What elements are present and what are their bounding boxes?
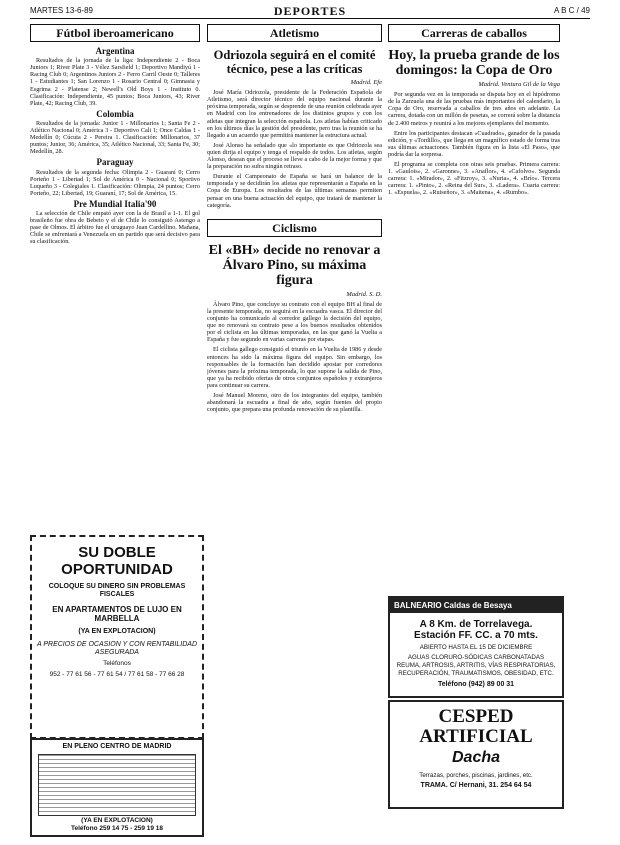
- ad-cesped-artificial: [388, 700, 564, 809]
- ciclismo-headline: El «BH» decide no renovar a Álvaro Pino, su máxima figura: [208, 242, 381, 288]
- atletismo-p1: José María Odriozola, presidente de la Federación Española de Atletismo, será director técnico del equipo nacional durante la próxima temporada, según se desprende de una reunión celebrada ayer en Madrid con los entrenadores de los distintos grupos y con los atletas que integran la selección española. Los atletas habían criticado en los últimos días la gestión del presidente, pero tras la reunión se ha llegado a un acuerdo que permitirá mantener la estructura actual.: [207, 89, 382, 139]
- ad-doble-oportunidad: [30, 535, 204, 739]
- ad3-open: ABIERTO HASTA EL 15 DE DICIEMBRE: [419, 644, 533, 651]
- ciclismo-p3: José Manuel Moreno, otro de los integrantes del equipo, también abandonará la escuadra a final de año, según fuentes del propio conjunto, que prepara una profunda renovación de su plantilla.: [207, 392, 382, 414]
- page-header: [30, 4, 590, 19]
- carreras-banner: Carreras de caballos: [388, 24, 560, 42]
- ad2-sub: (YA EN EXPLOTACION): [81, 817, 153, 824]
- ad2-title: EN PLENO CENTRO DE MADRID: [62, 743, 172, 750]
- argentina-title: Argentina: [95, 46, 135, 57]
- mundial-text: La selección de Chile empató ayer con la de Brasil a 1-1. El gol brasileño fue obra de Bebeto y el de Chile lo consiguió Astengo a pase de Olmos. El árbitro fue el uruguayo Juan Cardellino. Mañana, Chile se enfrentará a Venezuela en un partido que será decisivo para su clasificación.: [30, 209, 200, 246]
- carreras-byline: Madrid. Ventura Gil de la Vega: [478, 81, 560, 89]
- ad1-line3: (YA EN EXPLOTACION): [78, 628, 156, 635]
- ad1-phones-label: Teléfonos: [103, 660, 131, 667]
- header-date: MARTES 13-6-89: [30, 6, 93, 15]
- ad2-photo: [38, 754, 196, 816]
- futbol-banner: Fútbol iberoamericano: [30, 24, 200, 42]
- ad2-phone: Teléfono 259 14 75 - 259 19 18: [70, 825, 163, 832]
- ad3-indications: REUMA, ARTROSIS, ARTRITIS, VÍAS RESPIRATORIAS, RECUPERACIÓN, TRAUMATISMOS, OBESIDAD, ETC.: [396, 662, 556, 677]
- ad4-sub: Terrazas, porches, piscinas, jardines, etc.: [419, 772, 533, 779]
- ad1-line4: A PRECIOS DE OCASION Y CON RENTABILIDAD ASEGURADA: [37, 641, 197, 656]
- atletismo-p3: Durante el Campeonato de España se hará un balance de la temporada y se decidirán los atletas que representarán a España en la Copa de Europa. Los resultados de las últimas semanas permiten pensar en una buena actuación del equipo, que tratará de mantener la categoría.: [207, 173, 382, 209]
- atletismo-byline: Madrid. Efe: [350, 79, 382, 87]
- ad3-waters: AGUAS CLORURO-SÓDICAS CARBONATADAS: [407, 654, 545, 662]
- atletismo-p2: José Alonso ha señalado que «lo importante es que Odriozola sea quien dirija el equipo y tenga el respaldo de todos. Los atletas, según Alonso, desean que el proceso se lleve a cabo de la mejor forma y que la preparación no sufra ningún retraso.: [207, 141, 382, 171]
- header-section: DEPORTES: [273, 4, 347, 18]
- atletismo-headline: Odriozola seguirá en el comité técnico, pese a las críticas: [213, 48, 376, 77]
- ad1-title: SU DOBLE OPORTUNIDAD: [61, 544, 173, 578]
- ad3-phone: Teléfono (942) 89 00 31: [437, 680, 515, 688]
- ad1-line1: COLOQUE SU DINERO SIN PROBLEMAS FISCALES: [48, 583, 186, 598]
- paraguay-title: Paraguay: [96, 157, 134, 168]
- header-page: A B C / 49: [553, 6, 590, 15]
- ad1-line2: EN APARTAMENTOS DE LUJO EN MARBELLA: [52, 605, 182, 623]
- colombia-title: Colombia: [96, 108, 134, 119]
- ciclismo-p1: Álvaro Pino, que concluye su contrato con el equipo BH al final de la presente temporada, no seguirá en la escuadra vasca. El director del conjunto ha comunicado al corredor gallego la decisión del equipo, que no renovará su contrato pese a los buenos resultados obtenidos por el ciclista en las últimas temporadas, en las que ganó la Vuelta a España y fue segundo en varias carreras por etapas.: [207, 300, 382, 344]
- paraguay-text: Resultados de la segunda fecha: Olimpia 2 - Guaraní 0; Cerro Porteño 1 - Libertad 1; Sol de América 0 - Nacional 0; Sportivo Luqueño 3 - Colegiales 1. Clasificación: Olimpia, 24 puntos; Cerro Porteño, 22; Libertad, 19; Guaraní, 17; Sol de América, 15.: [30, 168, 200, 197]
- ad4-title: CESPED ARTIFICIAL: [419, 706, 533, 747]
- carreras-p2: Entre los participantes destacan «Cuadrado», ganador de la pasada edición, y «Tordillo», que llega en un magnífico estado de forma tras sus últimas actuaciones. También figura en la lista «El Paso», que podría dar la sorpresa.: [388, 129, 560, 158]
- ad3-bar: BALNEARIO Caldas de Besaya: [390, 598, 562, 613]
- argentina-text: Resultados de la jornada de la liga: Independiente 2 - Boca Juniors 1; River Plate 3 - Vélez Sarsfield 1; Deportivo Mandiyú 1 - Racing Club 0; Argentinos Juniors 2 - Ferro Carril Oeste 0; Talleres 1 - Estudiantes 1; San Lorenzo 1 - Rosario Central 0; Gimnasia y Esgrima 2 - Platense 2; Newell's Old Boys 1 - Instituto 0. Clasificación: Independiente, 45 puntos; Boca Juniors, 43; River Plate, 42; Racing Club, 39.: [30, 57, 200, 107]
- ad-centro-madrid: [30, 738, 204, 837]
- mundial-title: Pre Mundial Italia'90: [73, 198, 157, 209]
- carreras-headline: Hoy, la prueba grande de los domingos: la Copa de Oro: [388, 48, 560, 79]
- ad1-phones: 952 - 77 61 56 - 77 61 54 / 77 61 58 - 77 66 28: [49, 671, 185, 678]
- ad4-brand: Dacha: [451, 749, 501, 766]
- carreras-p3: El programa se completa con otras seis pruebas. Primera carrera: 1. «Gaulois», 2. «Garonne», 3. «Anaflor», 4. «Cafolvo». Segunda carrera: 1. «Mirador», 2. «Fitzroy», 3. «Nuria», 4. «Brío». Tercera carrera: 1. «Pinto», 2. «Reina del Sur», 3. «Ladera». Cuarta carrera: 1. «Espuela», 2. «Ruiseñor», 3. «Maitena», 4. «Rumbo».: [388, 161, 560, 197]
- ad-balneario: [388, 596, 564, 698]
- carreras-p1: Por segunda vez en la temporada se disputa hoy en el hipódromo de la Zarzuela una de las pruebas más importantes del calendario, la Copa de Oro, reservada a caballos de tres años en adelante. La carrera, dotada con un millón de pesetas, se correrá sobre la distancia de 2.400 metros y reunirá a los mejores ejemplares del momento.: [388, 91, 560, 127]
- ciclismo-byline: Madrid. S. D.: [346, 290, 382, 298]
- column-atletismo-ciclismo: [207, 24, 382, 834]
- column-carreras: [388, 24, 560, 589]
- ad3-station: Estación FF. CC. a 70 mts.: [414, 630, 538, 641]
- ciclismo-banner: Ciclismo: [207, 219, 382, 237]
- ad4-address: TRAMA. C/ Hernani, 31. 254 64 54: [420, 782, 532, 790]
- colombia-text: Resultados de la jornada: Junior 1 - Millonarios 1; Santa Fe 2 - Atlético Nacional 0; América 3 - Deportivo Cali 1; Once Caldas 1 - Medellín 0; Cúcuta 2 - Pereira 1. Clasificación: Millonarios, 37 puntos; Junior, 36; América, 35; Atlético Nacional, 33; Santa Fe, 30; Medellín, 28.: [30, 119, 200, 156]
- ciclismo-p2: El ciclista gallego consiguió el triunfo en la Vuelta de 1986 y desde entonces ha sido la máxima figura del equipo. Sin embargo, los responsables de la formación han decidido apostar por corredores jóvenes para la próxima temporada, lo que supone la salida de Pino, que ya ha recibido ofertas de otros conjuntos españoles y extranjeros para continuar su carrera.: [207, 346, 382, 389]
- atletismo-banner: Atletismo: [207, 24, 382, 42]
- ad3-km: A 8 Km. de Torrelavega.: [419, 619, 533, 630]
